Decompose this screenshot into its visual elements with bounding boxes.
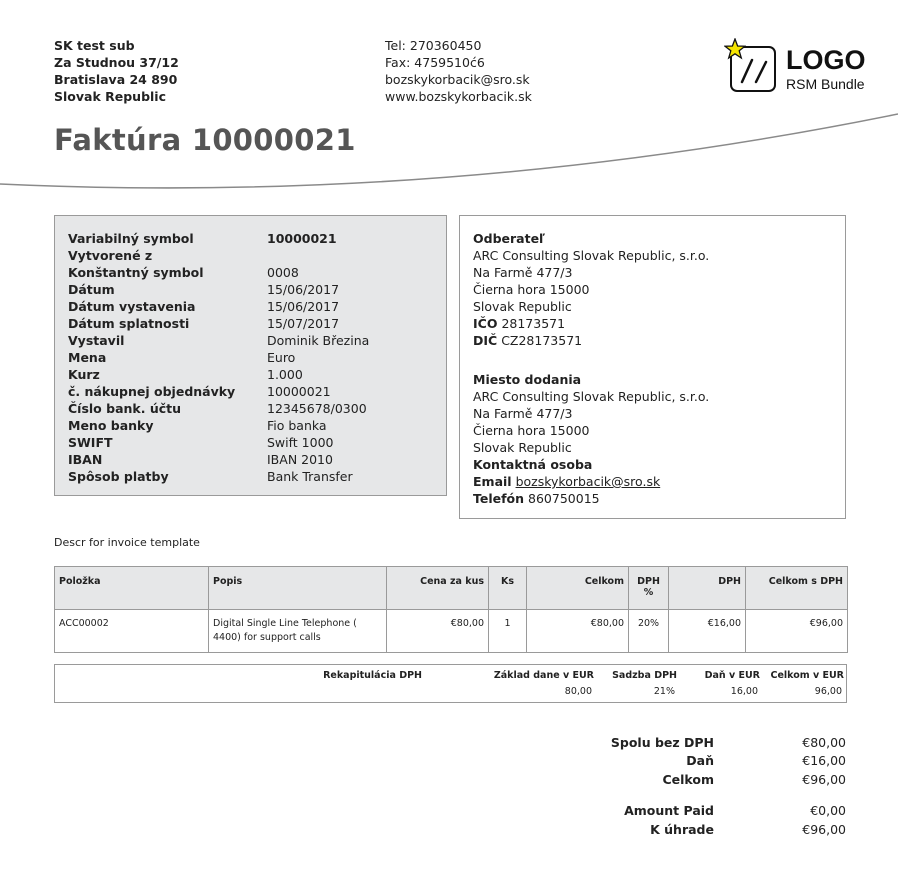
col-header-qty: Ks xyxy=(489,567,527,610)
invoice-title: Faktúra 10000021 xyxy=(54,123,356,157)
delivery-heading: Miesto dodania xyxy=(473,372,582,387)
col-header-unit-price: Cena za kus xyxy=(387,567,489,610)
vat-header-rate: Sadzba DPH xyxy=(612,670,677,681)
sender-address xyxy=(54,37,179,105)
info-label: Meno banky xyxy=(68,418,154,433)
email-label: Email xyxy=(473,474,512,489)
customer-name: ARC Consulting Slovak Republic, s.r.o. xyxy=(473,248,710,263)
info-label: Vystavil xyxy=(68,333,125,348)
delivery-city: Čierna hora 15000 xyxy=(473,423,590,438)
customer-dic xyxy=(473,332,582,349)
col-header-vat-pct: DPH % xyxy=(629,567,669,610)
vat-value-rate: 21% xyxy=(653,686,675,697)
info-value: Dominik Březina xyxy=(267,333,370,348)
info-value: Swift 1000 xyxy=(267,435,334,450)
sender-fax: Fax: 4759510ć6 xyxy=(385,55,485,70)
sender-name: SK test sub xyxy=(54,38,135,53)
delivery-phone xyxy=(473,490,600,507)
info-value: 10000021 xyxy=(267,384,331,399)
logo-subtitle: RSM Bundle xyxy=(786,76,865,92)
dic-value: CZ28173571 xyxy=(501,333,583,348)
delivery-name: ARC Consulting Slovak Republic, s.r.o. xyxy=(473,389,710,404)
sender-country: Slovak Republic xyxy=(54,89,166,104)
info-label: SWIFT xyxy=(68,435,113,450)
sender-web: www.bozskykorbacik.sk xyxy=(385,89,532,104)
info-value: IBAN 2010 xyxy=(267,452,333,467)
vat-header-base: Základ dane v EUR xyxy=(493,670,594,681)
vat-header-tax: Daň v EUR xyxy=(704,670,760,681)
amount-due-value: €96,00 xyxy=(802,822,846,837)
vat-value-tax: 16,00 xyxy=(730,686,758,697)
subtotal-value: €80,00 xyxy=(802,735,846,750)
vat-recap-box xyxy=(54,664,847,703)
info-value: 0008 xyxy=(267,265,299,280)
amount-paid-value: €0,00 xyxy=(810,803,846,818)
cell-unit-price: €80,00 xyxy=(387,610,489,653)
phone-label: Telefón xyxy=(473,491,525,506)
delivery-street: Na Farmě 477/3 xyxy=(473,406,573,421)
customer-ico xyxy=(473,315,565,332)
cell-qty: 1 xyxy=(489,610,527,653)
vat-header-total: Celkom v EUR xyxy=(770,670,844,681)
cell-desc: Digital Single Line Telephone ( 4400) for support calls xyxy=(209,610,387,653)
customer-box xyxy=(459,215,846,519)
info-label: Vytvorené z xyxy=(68,248,153,263)
cell-vat-pct: 20% xyxy=(629,610,669,653)
info-value: Bank Transfer xyxy=(267,469,353,484)
vat-value-total: 96,00 xyxy=(814,686,842,697)
col-header-vat: DPH xyxy=(669,567,746,610)
col-header-desc: Popis xyxy=(209,567,387,610)
tax-value: €16,00 xyxy=(802,753,846,768)
tax-label: Daň xyxy=(686,753,714,768)
col-header-item: Položka xyxy=(55,567,209,610)
customer-city: Čierna hora 15000 xyxy=(473,282,590,297)
cell-item: ACC00002 xyxy=(55,610,209,653)
total-label: Celkom xyxy=(662,772,714,787)
invoice-description: Descr for invoice template xyxy=(54,536,200,549)
sender-tel: Tel: 270360450 xyxy=(385,38,482,53)
info-value: Fio banka xyxy=(267,418,327,433)
sender-contact xyxy=(385,37,532,105)
delivery-country: Slovak Republic xyxy=(473,440,572,455)
star-icon xyxy=(724,38,746,60)
items-header-row xyxy=(55,567,848,610)
amount-paid-label: Amount Paid xyxy=(624,803,714,818)
info-label: Spôsob platby xyxy=(68,469,169,484)
info-value: 15/06/2017 xyxy=(267,282,340,297)
info-value: 12345678/0300 xyxy=(267,401,367,416)
company-logo xyxy=(724,38,884,102)
info-value: 10000021 xyxy=(267,231,337,246)
info-label: Konštantný symbol xyxy=(68,265,204,280)
info-label: IBAN xyxy=(68,452,103,467)
customer-country: Slovak Republic xyxy=(473,299,572,314)
total-value: €96,00 xyxy=(802,772,846,787)
cell-total: €80,00 xyxy=(527,610,629,653)
vat-recap-title: Rekapitulácia DPH xyxy=(323,670,422,681)
info-label: Dátum splatnosti xyxy=(68,316,190,331)
sender-city: Bratislava 24 890 xyxy=(54,72,178,87)
email-link[interactable]: bozskykorbacik@sro.sk xyxy=(515,474,661,489)
sender-email: bozskykorbacik@sro.sk xyxy=(385,72,530,87)
items-table xyxy=(54,566,848,653)
info-label: Kurz xyxy=(68,367,100,382)
cell-vat: €16,00 xyxy=(669,610,746,653)
col-header-total: Celkom xyxy=(527,567,629,610)
col-header-total-vat: Celkom s DPH xyxy=(746,567,848,610)
info-label: č. nákupnej objednávky xyxy=(68,384,236,399)
info-label: Dátum xyxy=(68,282,115,297)
info-value: 15/06/2017 xyxy=(267,299,340,314)
subtotal-label: Spolu bez DPH xyxy=(610,735,714,750)
amount-due-label: K úhrade xyxy=(650,822,714,837)
logo-text: LOGO xyxy=(786,45,866,75)
info-value: 1.000 xyxy=(267,367,303,382)
phone-value: 860750015 xyxy=(528,491,600,506)
ico-value: 28173571 xyxy=(501,316,566,331)
dic-label: DIČ xyxy=(473,333,498,348)
delivery-contact-label: Kontaktná osoba xyxy=(473,457,593,472)
invoice-info-box xyxy=(54,215,447,496)
vat-value-base: 80,00 xyxy=(564,686,592,697)
header-curve xyxy=(0,100,898,195)
info-label: Dátum vystavenia xyxy=(68,299,196,314)
info-label: Číslo bank. účtu xyxy=(68,401,182,416)
customer-street: Na Farmě 477/3 xyxy=(473,265,573,280)
info-label: Variabilný symbol xyxy=(68,231,194,246)
customer-heading: Odberateľ xyxy=(473,231,546,246)
info-value: Euro xyxy=(267,350,296,365)
table-row xyxy=(55,610,848,653)
info-label: Mena xyxy=(68,350,107,365)
sender-street: Za Studnou 37/12 xyxy=(54,55,179,70)
ico-label: IČO xyxy=(473,316,498,331)
cell-total-vat: €96,00 xyxy=(746,610,848,653)
delivery-email xyxy=(473,473,660,490)
info-value: 15/07/2017 xyxy=(267,316,340,331)
